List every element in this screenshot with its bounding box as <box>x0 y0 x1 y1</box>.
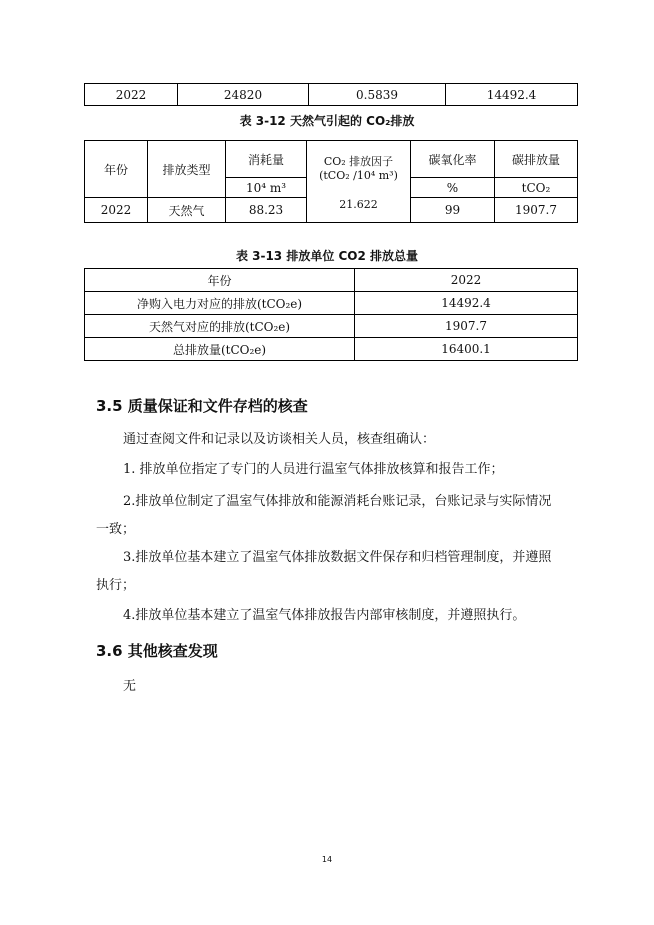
table-row <box>85 292 578 315</box>
row-oxidation: 99 <box>411 198 495 223</box>
header-type: 排放类型 <box>148 141 226 198</box>
table-3-13 <box>84 268 578 361</box>
table-row <box>85 338 578 361</box>
list-item-continuation: 执行； <box>96 578 136 593</box>
header-oxidation: 碳氧化率 <box>411 141 495 178</box>
row-label: 天然气对应的排放(tCO₂e) <box>85 315 355 338</box>
header-consumption: 消耗量 <box>226 141 307 178</box>
list-item: 1. 排放单位指定了专门的人员进行温室气体排放核算和报告工作； <box>123 462 504 477</box>
factor-cell <box>307 141 411 223</box>
table-3-13-caption: 表 3-13 排放单位 CO2 排放总量 <box>235 249 419 263</box>
unit-oxidation: % <box>411 178 495 198</box>
table-header-row <box>85 141 578 178</box>
header-emission: 碳排放量 <box>495 141 578 178</box>
row-value: 16400.1 <box>355 338 578 361</box>
table-row <box>85 84 578 106</box>
table-3-12-caption: 表 3-12 天然气引起的 CO₂排放 <box>239 114 415 128</box>
header-value: 2022 <box>355 269 578 292</box>
list-item: 3.排放单位基本建立了温室气体排放数据文件保存和归档管理制度，并遵照 <box>123 550 552 565</box>
row-value: 1907.7 <box>355 315 578 338</box>
table-cell: 0.5839 <box>309 84 446 106</box>
row-type: 天然气 <box>148 198 226 223</box>
row-label: 净购入电力对应的排放(tCO₂e) <box>85 292 355 315</box>
table-row <box>85 315 578 338</box>
list-item: 4.排放单位基本建立了温室气体排放报告内部审核制度，并遵照执行。 <box>123 608 526 623</box>
table-3-12 <box>84 140 578 223</box>
table-cell: 2022 <box>85 84 178 106</box>
section-3-6-content: 无 <box>123 679 137 694</box>
section-3-5-heading: 3.5 质量保证和文件存档的核查 <box>96 397 308 415</box>
unit-emission: tCO₂ <box>495 178 578 198</box>
row-emission: 1907.7 <box>495 198 578 223</box>
header-factor-line1: CO₂ 排放因子 <box>323 154 394 168</box>
header-factor-line2: (tCO₂ /10⁴ m³) <box>319 168 398 182</box>
header-label: 年份 <box>85 269 355 292</box>
section-3-6-heading: 3.6 其他核查发现 <box>96 642 218 660</box>
list-item: 2.排放单位制定了温室气体排放和能源消耗台账记录，台账记录与实际情况 <box>123 494 552 509</box>
previous-table-tail <box>84 83 578 106</box>
table-cell: 24820 <box>178 84 309 106</box>
list-item-continuation: 一致； <box>96 522 136 537</box>
page-number: 14 <box>321 855 333 864</box>
row-value: 14492.4 <box>355 292 578 315</box>
table-header-row <box>85 269 578 292</box>
unit-consumption: 10⁴ m³ <box>226 178 307 198</box>
section-3-5-intro: 通过查阅文件和记录以及访谈相关人员，核查组确认： <box>123 432 436 447</box>
factor-value: 21.622 <box>339 197 378 211</box>
row-label: 总排放量(tCO₂e) <box>85 338 355 361</box>
header-year: 年份 <box>85 141 148 198</box>
row-consumption: 88.23 <box>226 198 307 223</box>
table-cell: 14492.4 <box>446 84 578 106</box>
row-year: 2022 <box>85 198 148 223</box>
